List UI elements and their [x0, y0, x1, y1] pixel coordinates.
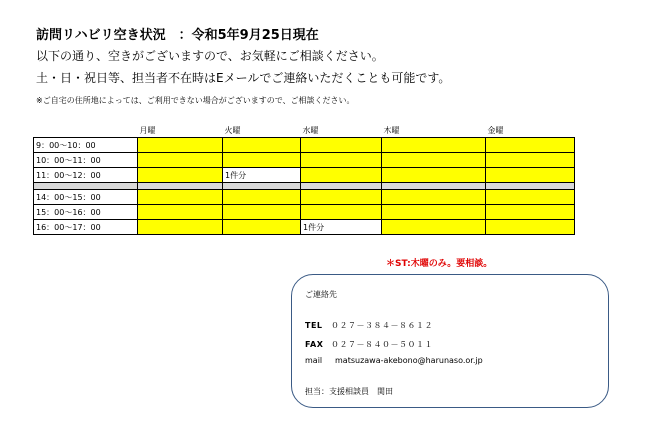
table-row: [34, 153, 575, 168]
slot-cell: [301, 138, 382, 153]
contact-title: ご連絡先: [305, 290, 337, 299]
tel-row: [305, 320, 433, 331]
slot-cell: [223, 220, 301, 235]
lunch-cell: [382, 183, 486, 190]
slot-cell: [486, 168, 575, 183]
table-row: [34, 205, 575, 220]
slot-cell: [138, 138, 223, 153]
day-header-wed: 水曜: [302, 125, 319, 135]
slot-cell: [382, 168, 486, 183]
table-row: [34, 138, 575, 153]
fax-row: [305, 339, 433, 350]
slot-cell: [382, 220, 486, 235]
slot-cell: [223, 138, 301, 153]
fax-label: FAX: [305, 340, 324, 349]
slot-cell: [301, 153, 382, 168]
slot-cell: [223, 190, 301, 205]
slot-cell: [382, 153, 486, 168]
day-header-thu: 木曜: [383, 125, 400, 135]
day-header-mon: 月曜: [139, 125, 156, 135]
table-row: [34, 220, 575, 235]
slot-cell: [223, 153, 301, 168]
slot-cell: [223, 205, 301, 220]
time-cell: 14：00～15：00: [34, 190, 138, 205]
slot-cell: [138, 168, 223, 183]
day-header-tue: 火曜: [224, 125, 241, 135]
time-cell: 9：00～10：00: [34, 138, 138, 153]
slot-cell: [486, 190, 575, 205]
intro-line-1: 以下の通り、空きがございますので、お気軽にご相談ください。: [36, 49, 384, 63]
lunch-cell: [301, 183, 382, 190]
contact-person: 担当：支援相談員 関田: [305, 387, 393, 396]
st-note: ＊ST:木曜のみ。要相談。: [386, 259, 493, 269]
slot-cell: [138, 220, 223, 235]
time-cell: 15：00～16：00: [34, 205, 138, 220]
lunch-cell: [138, 183, 223, 190]
slot-cell: [138, 153, 223, 168]
slot-cell: [301, 168, 382, 183]
booked-cell: 1件分: [301, 220, 382, 235]
slot-cell: [138, 190, 223, 205]
lunch-cell: [486, 183, 575, 190]
table-row: [34, 168, 575, 183]
slot-cell: [301, 205, 382, 220]
slot-cell: [486, 153, 575, 168]
availability-table: [33, 124, 574, 235]
tel-label: TEL: [305, 321, 323, 330]
lunch-break-row: [34, 183, 575, 190]
time-cell: 10：00～11：00: [34, 153, 138, 168]
slot-cell: [382, 138, 486, 153]
booked-cell: 1件分: [223, 168, 301, 183]
slot-cell: [382, 205, 486, 220]
mail-row: [305, 356, 483, 365]
day-header-fri: 金曜: [487, 125, 504, 135]
lunch-cell: [34, 183, 138, 190]
slot-cell: [301, 190, 382, 205]
lunch-cell: [223, 183, 301, 190]
slot-cell: [486, 138, 575, 153]
residence-note: ※ご自宅の住所地によっては、ご利用できない場合がございますので、ご相談ください。: [36, 96, 355, 105]
time-cell: 16：00～17：00: [34, 220, 138, 235]
mail-label: mail: [305, 356, 323, 365]
slot-cell: [486, 220, 575, 235]
contact-box: [291, 274, 609, 408]
tel-number: ０２７－３８４－８６１２: [331, 321, 433, 330]
page-title: 訪問リハビリ空き状況 ：令和5年9月25日現在: [36, 28, 319, 43]
intro-line-2: 土・日・祝日等、担当者不在時はEメールでご連絡いただくことも可能です。: [36, 71, 451, 85]
mail-address: matsuzawa-akebono@harunaso.or.jp: [335, 356, 483, 365]
slot-cell: [138, 205, 223, 220]
table-header-row: [34, 124, 575, 138]
slot-cell: [382, 190, 486, 205]
slot-cell: [486, 205, 575, 220]
table-row: [34, 190, 575, 205]
fax-number: ０２７－８４０－５０１１: [331, 340, 433, 349]
time-header: [34, 124, 138, 138]
time-cell: 11：00～12：00: [34, 168, 138, 183]
